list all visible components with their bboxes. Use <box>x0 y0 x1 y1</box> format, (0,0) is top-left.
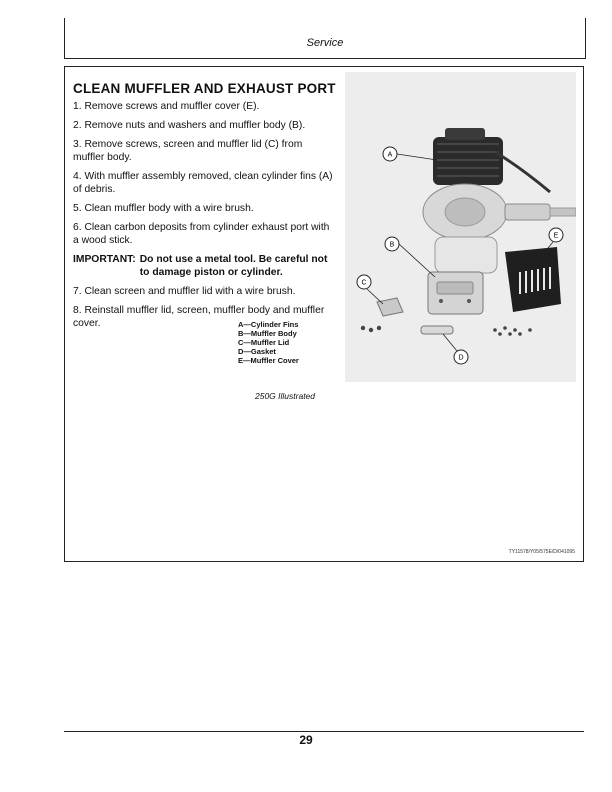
step-6: 6. Clean carbon deposits from cylinder exhaust port with a wood stick. <box>73 222 330 246</box>
step-3: 3. Remove screws, screen and muffler lid (C) from muffler body. <box>73 139 303 163</box>
step-4: 4. With muffler assembly removed, clean cylinder fins (A) of debris. <box>73 171 333 195</box>
engine-illustration <box>345 72 576 382</box>
important-note <box>73 253 335 279</box>
page-number: 29 <box>299 733 313 747</box>
page-header <box>64 18 586 59</box>
important-label: IMPORTANT: <box>73 254 136 265</box>
muffler-photo <box>345 72 576 382</box>
step-7: 7. Clean screen and muffler lid with a wire brush. <box>73 286 296 297</box>
callout-e-letter: E <box>553 232 559 240</box>
legend-item-a: A—Cylinder Fins <box>238 320 299 329</box>
callout-d-letter: D <box>458 354 464 362</box>
figure-caption: 250G Illustrated <box>255 391 316 401</box>
callout-c-letter: C <box>361 279 367 287</box>
step-5: 5. Clean muffler body with a wire brush. <box>73 203 254 214</box>
callout-b-letter: B <box>389 241 395 249</box>
reference-code: TY11578/Y05/575E/D/041095 <box>508 549 575 555</box>
muffler-lid-shape <box>377 298 403 316</box>
parts-legend <box>238 320 299 365</box>
content-panel <box>64 66 584 562</box>
step-8: 8. Reinstall muffler lid, screen, muffler body and muffler cover. <box>73 305 325 329</box>
gasket-shape <box>421 326 453 334</box>
step-1: 1. Remove screws and muffler cover (E). <box>73 101 260 112</box>
footer-divider <box>64 731 584 732</box>
procedure-title: CLEAN MUFFLER AND EXHAUST PORT <box>73 81 336 96</box>
legend-item-c: C—Muffler Lid <box>238 338 290 347</box>
legend-item-e: E—Muffler Cover <box>238 356 299 365</box>
step-2: 2. Remove nuts and washers and muffler body (B). <box>73 120 306 131</box>
important-text: Do not use a metal tool. Be careful not to damage piston or cylinder. <box>139 254 328 278</box>
step-list <box>73 100 335 336</box>
legend-item-b: B—Muffler Body <box>238 329 297 338</box>
callout-a-letter: A <box>387 151 393 159</box>
section-title: Service <box>306 37 344 49</box>
legend-item-d: D—Gasket <box>238 347 276 356</box>
